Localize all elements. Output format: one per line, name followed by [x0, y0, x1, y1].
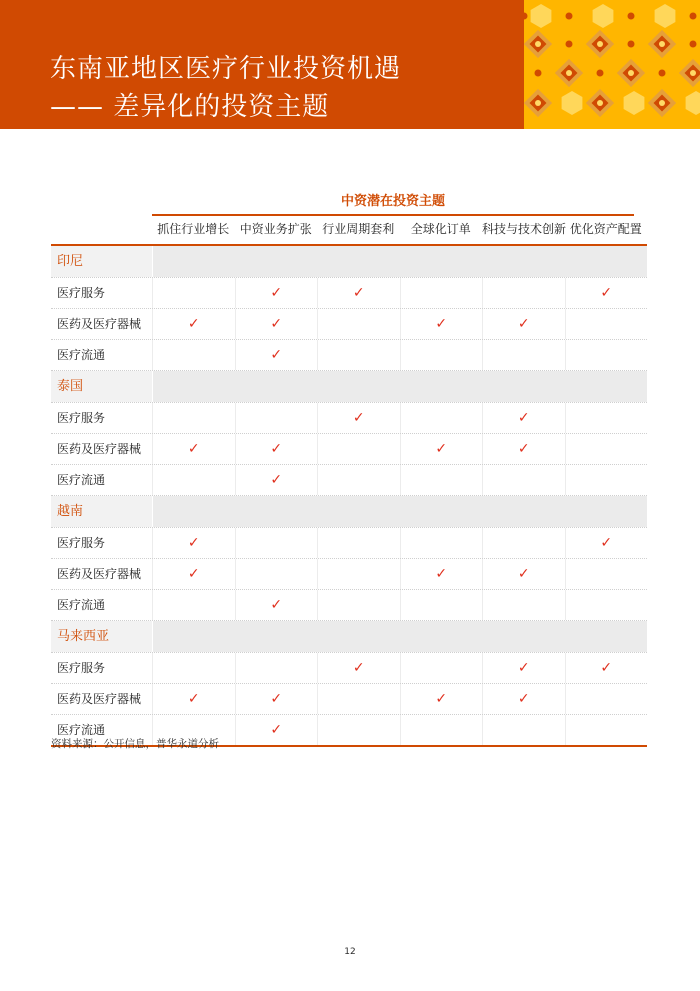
section-row: [51, 246, 647, 278]
checkmark-icon: ✓: [600, 535, 613, 551]
pattern-hexagon: [593, 4, 614, 28]
table-row: [51, 590, 647, 621]
table-cell: [400, 653, 483, 683]
table-cell: [235, 684, 318, 714]
table-cell: [482, 278, 565, 308]
section-fill: [153, 621, 647, 652]
table-cell: [565, 340, 648, 370]
column-header: 行业周期套利: [322, 222, 395, 236]
checkmark-icon: ✓: [517, 316, 530, 332]
source-note: 资料来源：公开信息，普华永道分析: [51, 738, 219, 750]
page-title: [50, 50, 401, 126]
table-cell: [235, 715, 318, 745]
table-row: [51, 403, 647, 434]
table-cell: [152, 559, 235, 589]
section-fill: [153, 246, 647, 277]
table-row: [51, 684, 647, 715]
table-cell: [235, 434, 318, 464]
table-cell: [565, 559, 648, 589]
column-header: 全球化订单: [410, 222, 471, 236]
table-cell: [400, 559, 483, 589]
pattern-flower-icon: [586, 89, 614, 117]
checkmark-icon: ✓: [517, 691, 530, 707]
table-cell: [235, 309, 318, 339]
table-cell: [400, 528, 483, 558]
checkmark-icon: ✓: [187, 316, 200, 332]
table-cell: [317, 278, 400, 308]
table-cell: [152, 278, 235, 308]
table-cell: [317, 528, 400, 558]
table-cell: [317, 590, 400, 620]
table-cell: [400, 340, 483, 370]
decorative-pattern: [524, 0, 700, 129]
table-row: [51, 340, 647, 371]
pattern-dot: [597, 70, 604, 77]
table-cell: [317, 653, 400, 683]
checkmark-icon: ✓: [517, 566, 530, 582]
pattern-dot: [628, 41, 635, 48]
table-cell: [565, 715, 648, 745]
table-cell: [565, 684, 648, 714]
table-cell: [152, 403, 235, 433]
checkmark-icon: ✓: [270, 285, 283, 301]
checkmark-icon: ✓: [517, 441, 530, 457]
table-cell: [565, 465, 648, 495]
table-cell: [565, 434, 648, 464]
table-cell: [482, 653, 565, 683]
pattern-flower-icon: [524, 89, 552, 117]
table-cell: [565, 528, 648, 558]
section-label: 泰国: [51, 371, 152, 402]
pattern-flower-icon: [586, 30, 614, 58]
checkmark-icon: ✓: [187, 535, 200, 551]
checkmark-icon: ✓: [270, 316, 283, 332]
section-fill: [153, 496, 647, 527]
table-cell: [400, 590, 483, 620]
column-header: 优化资产配置: [569, 222, 642, 236]
pattern-dot: [690, 13, 697, 20]
table-cell: [152, 684, 235, 714]
table-cell: [235, 559, 318, 589]
pattern-dot: [659, 70, 666, 77]
checkmark-icon: ✓: [435, 691, 448, 707]
table-cell: [482, 434, 565, 464]
page-number: 12: [344, 947, 356, 957]
table-cell: [235, 403, 318, 433]
table-cell: [235, 528, 318, 558]
table-cell: [317, 684, 400, 714]
pattern-dot: [628, 13, 635, 20]
checkmark-icon: ✓: [352, 285, 365, 301]
title-line-1: 东南亚地区医疗行业投资机遇: [50, 54, 402, 84]
title-line-2: —— 差异化的投资主题: [50, 92, 330, 122]
table-cell: [400, 684, 483, 714]
table-row: [51, 434, 647, 465]
table-cell: [565, 309, 648, 339]
table-cell: [482, 403, 565, 433]
table-cell: [317, 559, 400, 589]
pattern-graphic: [524, 0, 700, 129]
pattern-flower-icon: [648, 30, 676, 58]
pattern-dot: [690, 41, 697, 48]
table-cell: [317, 465, 400, 495]
table-cell: [317, 715, 400, 745]
table-cell: [482, 465, 565, 495]
table-column-headers: [51, 214, 647, 246]
table-cell: [482, 684, 565, 714]
section-label: 越南: [51, 496, 152, 527]
row-label: 医疗流通: [57, 723, 106, 737]
checkmark-icon: ✓: [435, 566, 448, 582]
checkmark-icon: ✓: [270, 347, 283, 363]
table-cell: [482, 715, 565, 745]
table-cell: [235, 340, 318, 370]
section-label: 印尼: [51, 246, 152, 277]
section-row: [51, 371, 647, 403]
pattern-hexagon: [562, 91, 583, 115]
row-label: 医疗流通: [57, 598, 106, 612]
row-label: 医药及医疗器械: [57, 567, 142, 581]
checkmark-icon: ✓: [270, 597, 283, 613]
table-row: [51, 309, 647, 340]
table-cell: [482, 590, 565, 620]
header-spacer: [51, 214, 152, 244]
table-row: [51, 653, 647, 684]
row-label: 医疗服务: [57, 661, 106, 675]
table-cell: [317, 403, 400, 433]
table-row: [51, 559, 647, 590]
table-cell: [152, 653, 235, 683]
row-label: 医药及医疗器械: [57, 442, 142, 456]
pattern-dot: [566, 41, 573, 48]
section-row: [51, 621, 647, 653]
checkmark-icon: ✓: [600, 285, 613, 301]
table-cell: [400, 309, 483, 339]
table-cell: [152, 590, 235, 620]
table-cell: [152, 465, 235, 495]
table-row: [51, 278, 647, 309]
table-cell: [400, 434, 483, 464]
row-label: 医疗服务: [57, 536, 106, 550]
checkmark-icon: ✓: [517, 410, 530, 426]
pattern-flower-icon: [524, 30, 552, 58]
table-cell: [235, 590, 318, 620]
pattern-hexagon: [686, 91, 700, 115]
column-header: 科技与技术创新: [482, 222, 567, 236]
table-row: [51, 528, 647, 559]
checkmark-icon: ✓: [600, 660, 613, 676]
column-header: 中资业务扩张: [239, 222, 312, 236]
table-cell: [565, 278, 648, 308]
table-cell: [482, 559, 565, 589]
pattern-flower-icon: [679, 59, 700, 87]
row-label: 医疗服务: [57, 411, 106, 425]
checkmark-icon: ✓: [352, 660, 365, 676]
pattern-hexagon: [655, 4, 676, 28]
table-cell: [565, 403, 648, 433]
checkmark-icon: ✓: [270, 691, 283, 707]
table-cell: [152, 528, 235, 558]
checkmark-icon: ✓: [435, 441, 448, 457]
checkmark-icon: ✓: [270, 472, 283, 488]
row-label: 医疗流通: [57, 473, 106, 487]
checkmark-icon: ✓: [435, 316, 448, 332]
checkmark-icon: ✓: [270, 441, 283, 457]
table-cell: [317, 340, 400, 370]
table-cell: [235, 465, 318, 495]
table-cell: [152, 434, 235, 464]
pattern-flower-icon: [555, 59, 583, 87]
table-cell: [317, 434, 400, 464]
pattern-dot: [566, 13, 573, 20]
table-row: [51, 465, 647, 496]
row-label: 医药及医疗器械: [57, 317, 142, 331]
table-cell: [565, 590, 648, 620]
table-cell: [152, 309, 235, 339]
table-cell: [235, 278, 318, 308]
table-cell: [317, 309, 400, 339]
checkmark-icon: ✓: [187, 691, 200, 707]
pattern-flower-icon: [648, 89, 676, 117]
table-cell: [152, 340, 235, 370]
pattern-hexagon: [624, 91, 645, 115]
pattern-dot: [524, 13, 528, 20]
table-cell: [400, 278, 483, 308]
pattern-dot: [535, 70, 542, 77]
pattern-flower-icon: [617, 59, 645, 87]
table-cell: [482, 309, 565, 339]
column-header: 抓住行业增长: [157, 222, 230, 236]
row-label: 医疗服务: [57, 286, 106, 300]
table-cell: [400, 715, 483, 745]
section-label: 马来西亚: [51, 621, 152, 652]
table-body: [51, 246, 647, 747]
section-fill: [153, 371, 647, 402]
row-label: 医药及医疗器械: [57, 692, 142, 706]
table-cell: [482, 340, 565, 370]
checkmark-icon: ✓: [352, 410, 365, 426]
row-label: 医疗流通: [57, 348, 106, 362]
section-row: [51, 496, 647, 528]
table-cell: [400, 403, 483, 433]
checkmark-icon: ✓: [270, 722, 283, 738]
table-cell: [400, 465, 483, 495]
table-cell: [235, 653, 318, 683]
table-group-header: 中资潜在投资主题: [152, 192, 634, 216]
checkmark-icon: ✓: [187, 566, 200, 582]
pattern-hexagon: [531, 4, 552, 28]
checkmark-icon: ✓: [517, 660, 530, 676]
table-cell: [482, 528, 565, 558]
table-cell: [565, 653, 648, 683]
checkmark-icon: ✓: [187, 441, 200, 457]
header-banner: [0, 0, 524, 129]
